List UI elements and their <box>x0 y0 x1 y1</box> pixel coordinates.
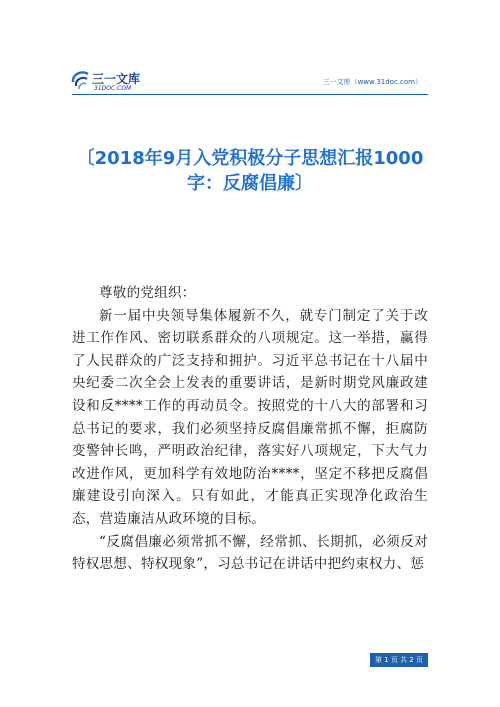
body-paragraph-2: “反腐倡廉必须常抓不懈，经常抓、长期抓，必须反对特权思想、特权现象”，习总书记在讲话中把约束权力、惩 <box>72 533 428 573</box>
document-title: 〔2018年9月入党积极分子思想汇报1000字：反腐倡廉〕 <box>76 148 424 194</box>
header-divider <box>72 94 428 95</box>
logo-subtext: 31DOC.COM <box>94 85 132 92</box>
site-url-link[interactable]: 三一文库（www.31doc.com） <box>322 78 422 86</box>
document-body <box>72 282 428 576</box>
logo-swirl-icon <box>70 68 92 92</box>
body-paragraph-1: 新一届中央领导集体履新不久，就专门制定了关于改进工作作风、密切联系群众的八项规定。这一举措，赢得了人民群众的广泛支持和拥护。习近平总书记在十八届中央纪委二次全会上发表的重要讲话，是新时期党风廉政建设和反****工作的再动员令。按照党的十八大的部署和习总书记的要求，我们必须坚持反腐倡廉常抓不懈，拒腐防变警钟长鸣，严明政治纪律，落实好八项规定，下大气力改进作风，更加科学有效地防治****，坚定不移把反腐倡廉建设引向深入。只有如此，才能真正实现净化政治生态，营造廉洁从政环境的目标。 <box>72 307 428 527</box>
logo-text: 三一文库 <box>92 72 141 86</box>
site-logo <box>70 68 170 102</box>
salutation: 尊敬的党组织： <box>99 285 196 301</box>
page-header <box>0 0 500 100</box>
page-number-badge: 第 1 页 共 2 页 <box>370 653 428 667</box>
